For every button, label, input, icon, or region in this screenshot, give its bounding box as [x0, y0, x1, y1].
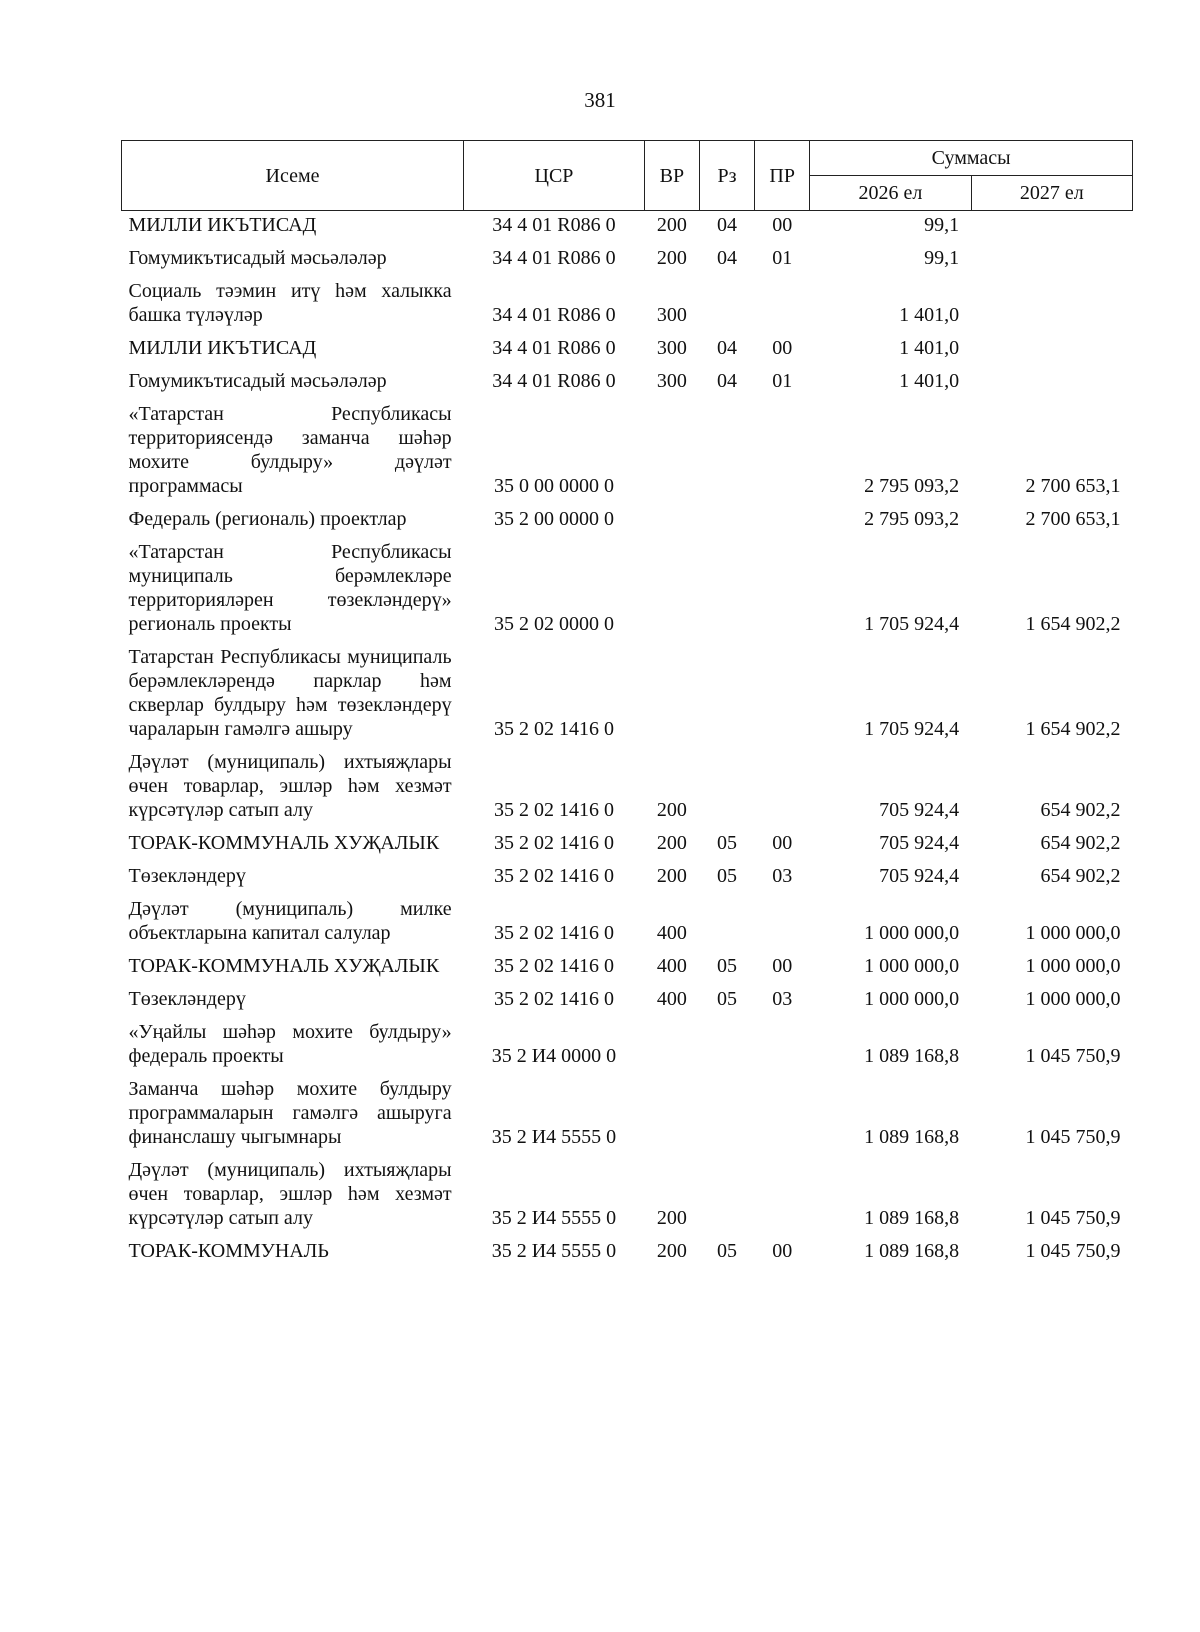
csr-cell: 35 2 И4 5555 0: [491, 1240, 617, 1262]
csr-cell: 34 4 01 R086 0: [492, 337, 616, 359]
amount-2027-cell: 1 000 000,0: [1025, 955, 1121, 977]
amount-2027-cell: 1 045 750,9: [1025, 1207, 1121, 1229]
rz-cell: 05: [717, 1240, 738, 1262]
rz-cell: 05: [717, 865, 738, 887]
pr-cell: 00: [772, 955, 793, 977]
name-cell: Гомумикътисадый мәсьәләләр: [128, 370, 387, 392]
vr-cell: 300: [656, 370, 687, 392]
amount-2027-cell: 1 000 000,0: [1025, 922, 1121, 944]
name-cell: Дәүләт (муниципаль) милке объектларына капитал салулар: [128, 898, 452, 944]
csr-cell: 35 0 00 0000 0: [493, 475, 614, 497]
amount-2027-cell: [971, 365, 1132, 398]
amount-2026-cell: 1 705 924,4: [864, 613, 960, 635]
csr-cell: 35 2 02 1416 0: [493, 988, 614, 1010]
rz-cell: [699, 503, 754, 536]
header-csr: ЦСР: [464, 141, 645, 211]
rz-cell: 04: [717, 247, 738, 269]
table-row: [122, 398, 1133, 503]
csr-cell: 34 4 01 R086 0: [492, 247, 616, 269]
pr-cell: 00: [772, 832, 793, 854]
csr-cell: 35 2 02 1416 0: [493, 922, 614, 944]
table-row: [122, 275, 1133, 332]
table-row: [122, 211, 1133, 243]
header-pr: ПР: [755, 141, 810, 211]
table-row: [122, 950, 1133, 983]
name-cell: Федераль (региональ) проектлар: [128, 508, 407, 530]
amount-2026-cell: 705 924,4: [879, 832, 960, 854]
csr-cell: 34 4 01 R086 0: [492, 214, 616, 236]
amount-2027-cell: 2 700 653,1: [1025, 475, 1121, 497]
vr-cell: [644, 536, 699, 641]
pr-cell: [755, 536, 810, 641]
vr-cell: 200: [656, 247, 687, 269]
name-cell: МИЛЛИ ИКЪТИСАД: [128, 214, 317, 236]
amount-2027-cell: 654 902,2: [1040, 865, 1121, 887]
csr-cell: 35 2 И4 5555 0: [491, 1207, 617, 1229]
table-row: [122, 1154, 1133, 1235]
vr-cell: 400: [656, 955, 687, 977]
pr-cell: 00: [772, 337, 793, 359]
pr-cell: [755, 275, 810, 332]
vr-cell: 200: [656, 1240, 687, 1262]
pr-cell: [755, 746, 810, 827]
csr-cell: 35 2 02 1416 0: [493, 832, 614, 854]
pr-cell: [755, 503, 810, 536]
pr-cell: 03: [772, 988, 793, 1010]
table-header: [122, 141, 1133, 211]
amount-2026-cell: 1 000 000,0: [864, 988, 960, 1010]
amount-2026-cell: 1 089 168,8: [864, 1126, 960, 1148]
amount-2026-cell: 1 000 000,0: [864, 955, 960, 977]
amount-2027-cell: [971, 275, 1132, 332]
csr-cell: 35 2 02 1416 0: [493, 955, 614, 977]
header-name: Исеме: [122, 141, 464, 211]
pr-cell: [755, 641, 810, 746]
table-row: [122, 332, 1133, 365]
name-cell: Дәүләт (муниципаль) ихтыяҗлары өчен товарлар, эшләр һәм хезмәт күрсәтүләр сатып алу: [128, 1159, 452, 1229]
table-row: [122, 536, 1133, 641]
header-year-2026: 2026 ел: [810, 176, 971, 211]
amount-2027-cell: [971, 242, 1132, 275]
csr-cell: 35 2 И4 5555 0: [491, 1126, 617, 1148]
amount-2027-cell: 654 902,2: [1040, 799, 1121, 821]
csr-cell: 35 2 02 1416 0: [493, 718, 614, 740]
amount-2026-cell: 1 089 168,8: [864, 1207, 960, 1229]
header-rz: Рз: [699, 141, 754, 211]
csr-cell: 35 2 И4 0000 0: [491, 1045, 617, 1067]
table-row: [122, 503, 1133, 536]
name-cell: Төзекләндерү: [128, 988, 246, 1010]
header-year-2027: 2027 ел: [971, 176, 1132, 211]
csr-cell: 35 2 00 0000 0: [493, 508, 614, 530]
pr-cell: 01: [772, 247, 793, 269]
name-cell: Гомумикътисадый мәсьәләләр: [128, 247, 387, 269]
csr-cell: 34 4 01 R086 0: [492, 370, 616, 392]
vr-cell: 400: [656, 988, 687, 1010]
vr-cell: [644, 641, 699, 746]
table-row: [122, 860, 1133, 893]
pr-cell: [755, 1154, 810, 1235]
pr-cell: 03: [772, 865, 793, 887]
name-cell: ТОРАК-КОММУНАЛЬ ХУҖАЛЫК: [128, 832, 440, 854]
rz-cell: 04: [717, 337, 738, 359]
rz-cell: [699, 536, 754, 641]
pr-cell: 00: [772, 214, 793, 236]
name-cell: МИЛЛИ ИКЪТИСАД: [128, 337, 317, 359]
amount-2026-cell: 1 401,0: [899, 337, 960, 359]
vr-cell: [644, 503, 699, 536]
name-cell: Төзекләндерү: [128, 865, 246, 887]
amount-2027-cell: 1 045 750,9: [1025, 1126, 1121, 1148]
rz-cell: 05: [717, 988, 738, 1010]
amount-2026-cell: 1 705 924,4: [864, 718, 960, 740]
csr-cell: 35 2 02 1416 0: [493, 799, 614, 821]
csr-cell: 35 2 02 0000 0: [493, 613, 614, 635]
rz-cell: [699, 1016, 754, 1073]
name-cell: Заманча шәһәр мохите булдыру программаларын гамәлгә ашыруга финанслашу чыгымнары: [128, 1078, 452, 1148]
rz-cell: [699, 1073, 754, 1154]
name-cell: ТОРАК-КОММУНАЛЬ ХУҖАЛЫК: [128, 955, 440, 977]
name-cell: Татарстан Республикасы муниципаль берәмлекләрендә парклар һәм скверлар булдыру һәм төзекләндерү чараларын гамәлгә ашыру: [128, 646, 452, 740]
table-row: [122, 1235, 1133, 1268]
amount-2027-cell: 1 654 902,2: [1025, 718, 1121, 740]
pr-cell: [755, 893, 810, 950]
header-vr: ВР: [644, 141, 699, 211]
amount-2027-cell: 2 700 653,1: [1025, 508, 1121, 530]
vr-cell: 300: [656, 304, 687, 326]
rz-cell: [699, 275, 754, 332]
name-cell: Социаль тәэмин итү һәм халыкка башка түләүләр: [128, 280, 452, 326]
rz-cell: [699, 746, 754, 827]
vr-cell: 300: [656, 337, 687, 359]
table-row: [122, 893, 1133, 950]
amount-2027-cell: 1 000 000,0: [1025, 988, 1121, 1010]
vr-cell: 400: [656, 922, 687, 944]
pr-cell: [755, 1073, 810, 1154]
amount-2026-cell: 1 401,0: [899, 370, 960, 392]
table-row: [122, 242, 1133, 275]
pr-cell: [755, 398, 810, 503]
rz-cell: 05: [717, 832, 738, 854]
amount-2027-cell: [971, 332, 1132, 365]
table-row: [122, 1073, 1133, 1154]
rz-cell: 04: [717, 370, 738, 392]
vr-cell: [644, 398, 699, 503]
rz-cell: 04: [717, 214, 738, 236]
vr-cell: 200: [656, 799, 687, 821]
table-row: [122, 827, 1133, 860]
vr-cell: 200: [656, 832, 687, 854]
pr-cell: 00: [772, 1240, 793, 1262]
amount-2027-cell: 1 045 750,9: [1025, 1045, 1121, 1067]
rz-cell: 05: [717, 955, 738, 977]
table-row: [122, 641, 1133, 746]
vr-cell: [644, 1073, 699, 1154]
csr-cell: 35 2 02 1416 0: [493, 865, 614, 887]
pr-cell: 01: [772, 370, 793, 392]
vr-cell: [644, 1016, 699, 1073]
amount-2027-cell: 1 654 902,2: [1025, 613, 1121, 635]
vr-cell: 200: [656, 865, 687, 887]
table-row: [122, 983, 1133, 1016]
name-cell: «Татарстан Республикасы муниципаль берәмлекләре территорияләрен төзекләндерү» региональ проекты: [128, 541, 452, 635]
table-row: [122, 746, 1133, 827]
amount-2026-cell: 705 924,4: [879, 865, 960, 887]
name-cell: «Уңайлы шәһәр мохите булдыру» федераль проекты: [128, 1021, 452, 1067]
rz-cell: [699, 641, 754, 746]
amount-2026-cell: 2 795 093,2: [864, 475, 960, 497]
header-amounts: Суммасы: [810, 141, 1133, 176]
amount-2027-cell: 654 902,2: [1040, 832, 1121, 854]
amount-2026-cell: 1 089 168,8: [864, 1045, 960, 1067]
pr-cell: [755, 1016, 810, 1073]
csr-cell: 34 4 01 R086 0: [492, 304, 616, 326]
name-cell: «Татарстан Республикасы территориясендә заманча шәһәр мохите булдыру» дәүләт программасы: [128, 403, 452, 497]
rz-cell: [699, 398, 754, 503]
amount-2026-cell: 1 401,0: [899, 304, 960, 326]
amount-2026-cell: 1 000 000,0: [864, 922, 960, 944]
amount-2026-cell: 99,1: [924, 214, 960, 236]
budget-table: [121, 140, 1133, 1268]
amount-2026-cell: 705 924,4: [879, 799, 960, 821]
name-cell: ТОРАК-КОММУНАЛЬ: [128, 1240, 329, 1262]
table-row: [122, 365, 1133, 398]
amount-2026-cell: 99,1: [924, 247, 960, 269]
page-number: 381: [584, 88, 616, 112]
amount-2026-cell: 2 795 093,2: [864, 508, 960, 530]
vr-cell: 200: [656, 214, 687, 236]
rz-cell: [699, 1154, 754, 1235]
amount-2027-cell: 1 045 750,9: [1025, 1240, 1121, 1262]
name-cell: Дәүләт (муниципаль) ихтыяҗлары өчен товарлар, эшләр һәм хезмәт күрсәтүләр сатып алу: [128, 751, 452, 821]
rz-cell: [699, 893, 754, 950]
table-row: [122, 1016, 1133, 1073]
amount-2027-cell: [971, 211, 1132, 243]
amount-2026-cell: 1 089 168,8: [864, 1240, 960, 1262]
vr-cell: 200: [656, 1207, 687, 1229]
table-body: [122, 211, 1133, 1269]
